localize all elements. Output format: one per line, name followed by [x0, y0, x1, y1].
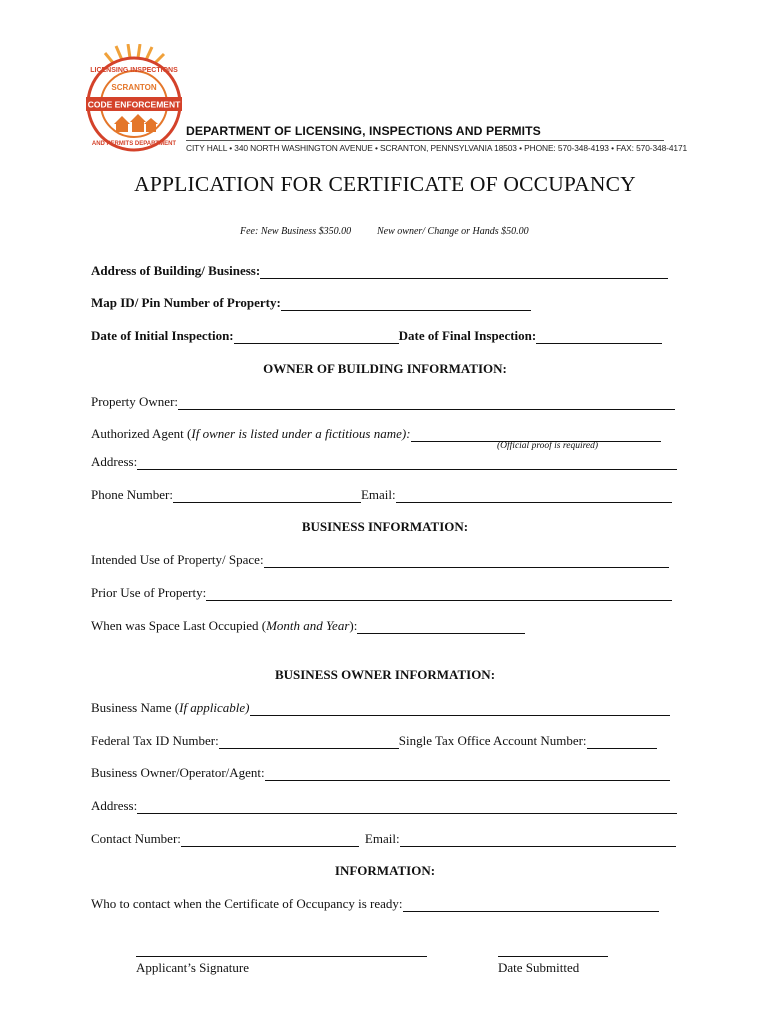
contact-number-label: Contact Number:	[91, 831, 181, 846]
owner-phone-label: Phone Number:	[91, 487, 173, 502]
authorized-agent-label-italic: If owner is listed under a fictitious name):	[191, 426, 411, 441]
department-address: CITY HALL • 340 NORTH WASHINGTON AVENUE • SCRANTON, PENNSYLVANIA 18503 • PHONE: 570-348-4193 • FAX: 570-348-4171	[186, 143, 688, 153]
property-owner-row	[91, 392, 675, 410]
single-tax-label: Single Tax Office Account Number:	[398, 733, 587, 748]
federal-tax-label: Federal Tax ID Number:	[91, 733, 219, 748]
fee-new-business: Fee: New Business $350.00	[240, 226, 352, 237]
business-email-label: Email:	[364, 831, 400, 846]
business-address-label: Address:	[91, 798, 138, 813]
map-id-label: Map ID/ Pin Number of Property:	[91, 295, 281, 310]
prior-use-row	[91, 583, 672, 601]
business-name-label-italic: If applicable)	[179, 700, 250, 715]
property-owner-field[interactable]	[178, 395, 675, 410]
business-address-row	[91, 796, 677, 814]
date-submitted-line[interactable]	[498, 955, 608, 957]
who-to-contact-field[interactable]	[403, 897, 659, 912]
date-final-label: Date of Final Inspection:	[398, 328, 537, 343]
last-occupied-label-suffix: ):	[349, 618, 358, 633]
authorized-agent-label-prefix: Authorized Agent (	[91, 426, 192, 441]
owner-section-heading: OWNER OF BUILDING INFORMATION:	[263, 361, 507, 376]
address-building-label: Address of Building/ Business:	[91, 263, 261, 278]
authorized-agent-row	[91, 424, 661, 442]
official-proof-note: (Official proof is required)	[497, 441, 599, 451]
page-title: APPLICATION FOR CERTIFICATE OF OCCUPANCY	[134, 172, 636, 196]
last-occupied-row	[91, 616, 525, 634]
date-initial-field[interactable]	[234, 329, 399, 344]
prior-use-label: Prior Use of Property:	[91, 585, 207, 600]
owner-address-field[interactable]	[137, 455, 677, 470]
prior-use-field[interactable]	[206, 586, 672, 601]
address-building-row	[91, 261, 668, 279]
logo-city-text: SCRANTON	[111, 83, 157, 92]
information-section-heading: INFORMATION:	[334, 863, 436, 878]
date-initial-label: Date of Initial Inspection:	[91, 328, 234, 343]
business-section-heading: BUSINESS INFORMATION:	[301, 519, 469, 534]
tax-ids-row	[91, 731, 657, 749]
business-name-label-prefix: Business Name (	[91, 700, 180, 715]
authorized-agent-field[interactable]	[411, 427, 661, 442]
business-name-field[interactable]	[250, 701, 670, 716]
intended-use-row	[91, 550, 669, 568]
who-to-contact-row	[91, 894, 659, 912]
owner-contact-row	[91, 485, 672, 503]
intended-use-field[interactable]	[264, 553, 669, 568]
business-email-field[interactable]	[400, 832, 676, 847]
business-name-row	[91, 698, 670, 716]
owner-operator-label: Business Owner/Operator/Agent:	[91, 765, 265, 780]
date-final-field[interactable]	[536, 329, 662, 344]
business-address-field[interactable]	[137, 799, 677, 814]
map-id-row	[91, 293, 531, 311]
last-occupied-label-prefix: When was Space Last Occupied (	[91, 618, 267, 633]
date-submitted-label: Date Submitted	[498, 960, 580, 975]
logo-banner-text: CODE ENFORCEMENT	[87, 99, 181, 110]
fee-new-owner: New owner/ Change or Hands $50.00	[377, 226, 529, 237]
logo-ring-top-text: LICENSING INSPECTIONS	[90, 67, 178, 74]
business-contact-row	[91, 829, 676, 847]
applicant-signature-line[interactable]	[136, 955, 427, 957]
owner-address-label: Address:	[91, 454, 138, 469]
owner-operator-field[interactable]	[265, 766, 670, 781]
single-tax-field[interactable]	[587, 734, 657, 749]
applicant-signature-label: Applicant’s Signature	[136, 960, 250, 975]
logo-ring-bottom-text: AND PERMITS DEPARTMENT	[91, 141, 177, 147]
owner-operator-row	[91, 763, 670, 781]
last-occupied-field[interactable]	[357, 619, 525, 634]
inspection-dates-row	[91, 326, 662, 344]
department-name: DEPARTMENT OF LICENSING, INSPECTIONS AND PERMITS	[186, 124, 541, 138]
owner-email-field[interactable]	[396, 488, 672, 503]
property-owner-label: Property Owner:	[91, 394, 179, 409]
who-to-contact-label: Who to contact when the Certificate of Occupancy is ready:	[91, 896, 403, 911]
owner-phone-field[interactable]	[173, 488, 361, 503]
business-owner-section-heading: BUSINESS OWNER INFORMATION:	[274, 667, 496, 682]
owner-email-label: Email:	[360, 487, 396, 502]
address-building-field[interactable]	[260, 264, 668, 279]
owner-address-row	[91, 452, 677, 470]
contact-number-field[interactable]	[181, 832, 359, 847]
scranton-logo	[80, 44, 190, 156]
last-occupied-label-italic: Month and Year	[266, 618, 350, 633]
federal-tax-field[interactable]	[219, 734, 399, 749]
map-id-field[interactable]	[281, 296, 531, 311]
header-divider	[186, 140, 664, 141]
intended-use-label: Intended Use of Property/ Space:	[91, 552, 264, 567]
